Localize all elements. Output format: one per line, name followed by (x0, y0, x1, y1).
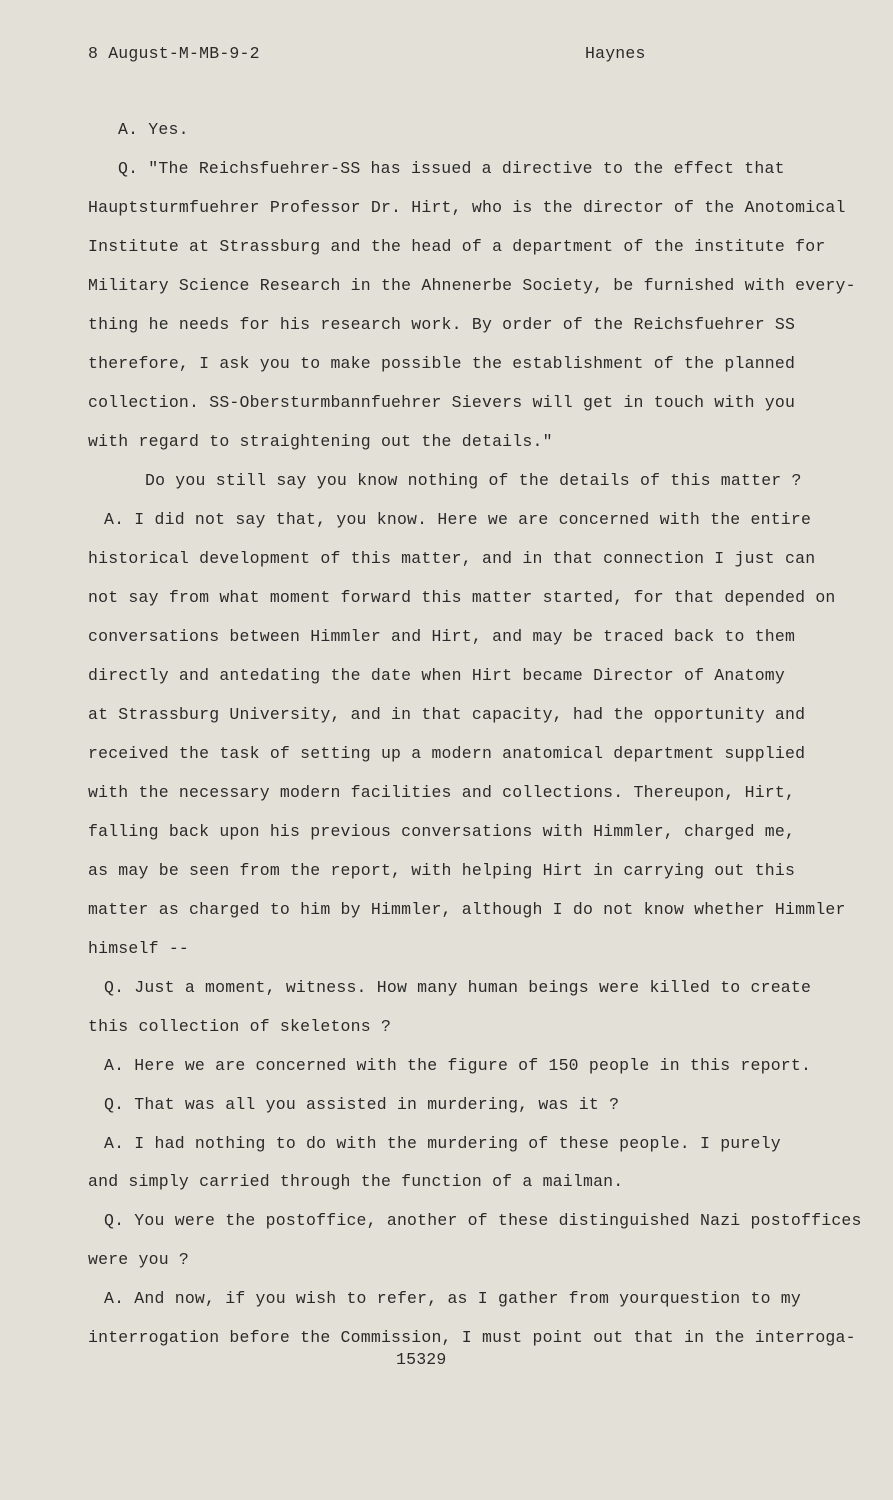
transcript-line: interrogation before the Commission, I must point out that in the interroga- (88, 1328, 856, 1347)
transcript-line: Q. You were the postoffice, another of these distinguished Nazi postoffices (104, 1211, 862, 1230)
transcript-line: at Strassburg University, and in that capacity, had the opportunity and (88, 705, 806, 724)
transcript-line: historical development of this matter, and in that connection I just can (88, 549, 816, 568)
transcript-line: not say from what moment forward this matter started, for that depended on (88, 588, 836, 607)
transcript-line: received the task of setting up a modern anatomical department supplied (88, 744, 806, 763)
witness-name: Haynes (585, 44, 646, 63)
document-reference: 8 August-M-MB-9-2 (88, 44, 260, 63)
transcript-line: A. Here we are concerned with the figure of 150 people in this report. (104, 1056, 812, 1075)
transcript-line: Q. That was all you assisted in murdering, was it ? (104, 1095, 620, 1114)
transcript-line: A. Yes. (118, 120, 189, 139)
transcript-line: conversations between Himmler and Hirt, and may be traced back to them (88, 627, 796, 646)
transcript-line: with the necessary modern facilities and collections. Thereupon, Hirt, (88, 783, 796, 802)
transcript-line: collection. SS-Obersturmbannfuehrer Sievers will get in touch with you (88, 393, 796, 412)
transcript-line: as may be seen from the report, with helping Hirt in carrying out this (88, 861, 796, 880)
transcript-line: matter as charged to him by Himmler, although I do not know whether Himmler (88, 900, 846, 919)
transcript-line: were you ? (88, 1250, 190, 1269)
transcript-line: Do you still say you know nothing of the details of this matter ? (145, 471, 802, 490)
transcript-line: A. I did not say that, you know. Here we are concerned with the entire (104, 510, 812, 529)
transcript-line: A. And now, if you wish to refer, as I gather from yourquestion to my (104, 1289, 802, 1308)
transcript-line: falling back upon his previous conversations with Himmler, charged me, (88, 822, 796, 841)
transcript-line: Q. Just a moment, witness. How many human beings were killed to create (104, 978, 812, 997)
transcript-line: this collection of skeletons ? (88, 1017, 392, 1036)
transcript-line: Institute at Strassburg and the head of a department of the institute for (88, 237, 826, 256)
transcript-line: Military Science Research in the Ahnenerbe Society, be furnished with every- (88, 276, 856, 295)
transcript-line: with regard to straightening out the details." (88, 432, 553, 451)
transcript-line: A. I had nothing to do with the murdering of these people. I purely (104, 1134, 781, 1153)
transcript-line: therefore, I ask you to make possible the establishment of the planned (88, 354, 796, 373)
transcript-line: thing he needs for his research work. By order of the Reichsfuehrer SS (88, 315, 796, 334)
transcript-line: and simply carried through the function of a mailman. (88, 1172, 624, 1191)
transcript-line: Hauptsturmfuehrer Professor Dr. Hirt, who is the director of the Anotomical (88, 198, 846, 217)
transcript-line: directly and antedating the date when Hirt became Director of Anatomy (88, 666, 786, 685)
transcript-line: Q. "The Reichsfuehrer-SS has issued a directive to the effect that (118, 159, 785, 178)
transcript-line: himself -- (88, 939, 190, 958)
page-number: 15329 (396, 1350, 447, 1369)
